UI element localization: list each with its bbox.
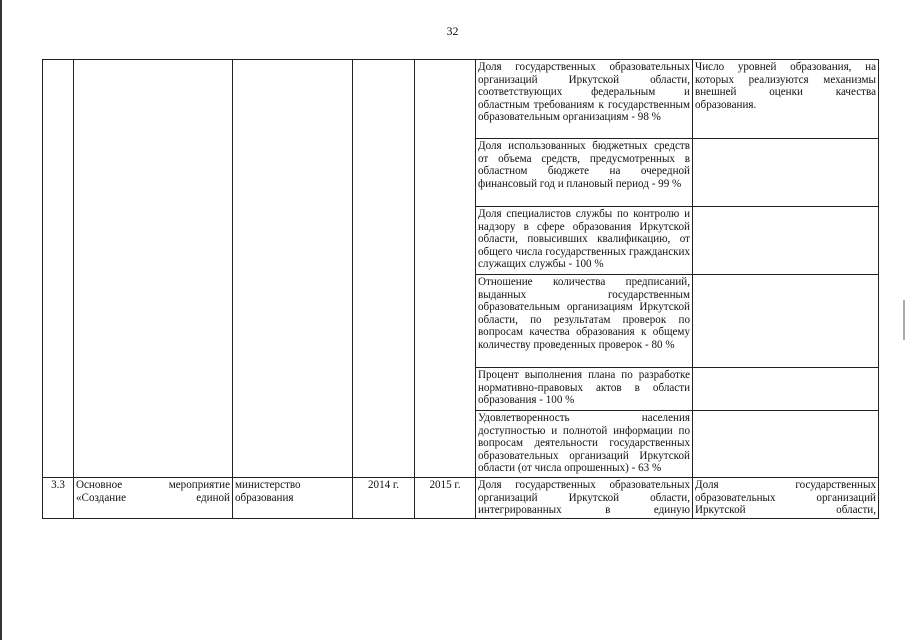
end-cell <box>415 60 476 478</box>
result-cell: Число уровней образования, на которых реализуются механизмы внешней оценки качества образования. <box>693 60 879 139</box>
number-cell <box>43 60 74 478</box>
program-table <box>42 59 879 519</box>
indicator-cell: Доля использованных бюджетных средств от объема средств, предусмотренных в областном бюджете на очередной финансовый год и плановый период - 99 % <box>476 139 693 207</box>
indicator-cell: Процент выполнения плана по разработке нормативно-правовых актов в области образования - 100 % <box>476 368 693 411</box>
scan-border-left <box>0 0 2 640</box>
executor-cell <box>233 60 353 478</box>
result-cell <box>693 275 879 368</box>
end-cell: 2015 г. <box>415 478 476 519</box>
event-cell <box>74 60 233 478</box>
indicator-cell: Доля специалистов службы по контролю и надзору в сфере образования Иркутской области, повысивших квалификацию, от общего числа государственных гражданских служащих службы - 100 % <box>476 207 693 275</box>
start-cell: 2014 г. <box>353 478 415 519</box>
result-cell <box>693 139 879 207</box>
number-cell: 3.3 <box>43 478 74 519</box>
table-row <box>43 60 879 139</box>
table-row <box>43 478 879 519</box>
result-cell <box>693 368 879 411</box>
result-cell <box>693 411 879 478</box>
indicator-cell: Отношение количества предписаний, выданных государственным образовательным организациям Иркутской области, по результатам проверок по вопросам качества образования к общему количеству проведенных проверок - 80 % <box>476 275 693 368</box>
start-cell <box>353 60 415 478</box>
page-number: 32 <box>446 24 459 38</box>
indicator-cell: Удовлетворенность населения доступностью и полнотой информации по вопросам деятельности государственных образовательных организаций Иркутской области (от числа опрошенных) - 63 % <box>476 411 693 478</box>
executor-cell: министерство образования <box>233 478 353 519</box>
event-cell: Основное мероприятие «Создание единой <box>74 478 233 519</box>
indicator-cell: Доля государственных образовательных организаций Иркутской области, соответствующих федеральным и областным требованиям к государственным образовательным организациям - 98 % <box>476 60 693 139</box>
result-cell: Доля государственных образовательных организаций Иркутской области, <box>693 478 879 519</box>
result-cell <box>693 207 879 275</box>
indicator-cell: Доля государственных образовательных организаций Иркутской области, интегрированных в единую <box>476 478 693 519</box>
